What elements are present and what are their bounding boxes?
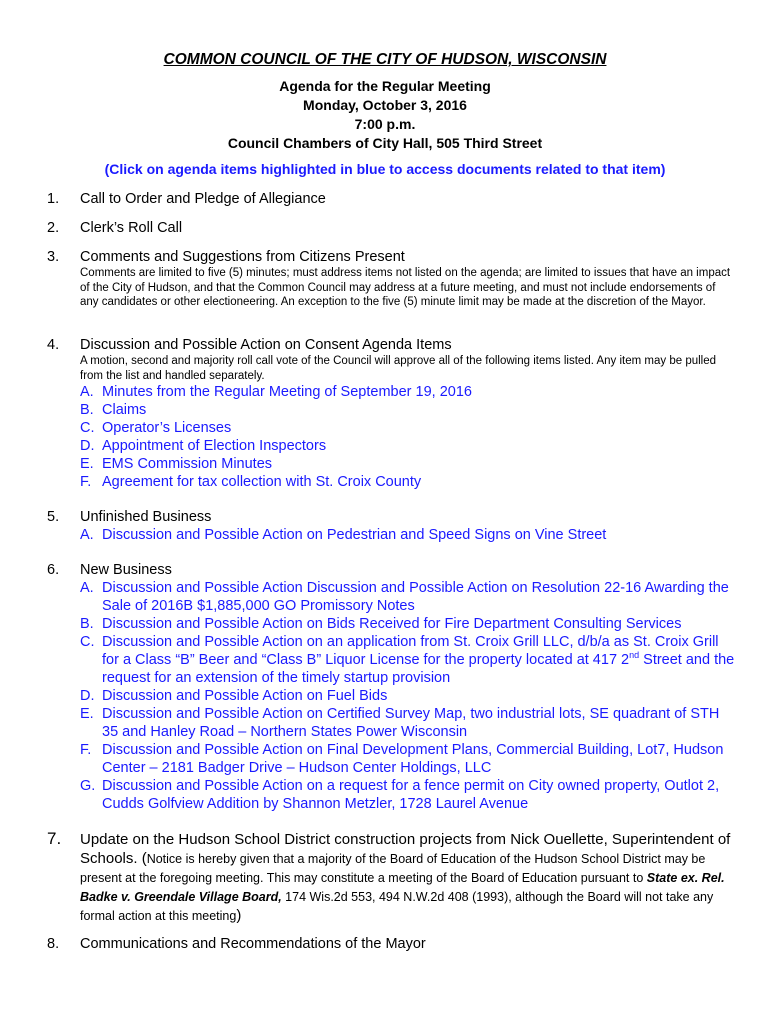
agenda-item-5 [47,508,737,561]
agenda-item-8 [47,935,737,959]
item-number: 6. [47,562,60,578]
new-item-resolution-link[interactable]: A. Discussion and Possible Action Discussion and Possible Action on Resolution 22-16 Awarding the Sale of 2016B $1,885,000 GO Promissory Notes [80,580,729,614]
new-item-survey-map-link[interactable]: E. Discussion and Possible Action on Certified Survey Map, two industrial lots, SE quadrant of STH 35 and Hanley Road – Northern States Power Wisconsin [80,706,720,740]
instructions-note: (Click on agenda items highlighted in blue to access documents related to that item) [104,161,666,177]
new-item-liquor-license-link[interactable]: C. Discussion and Possible Action on an application from St. Croix Grill LLC, d/b/a as St. Croix Grill for a Class “B” Beer and “Class B” Liquor License for the property located at 417 2nd Street and the request for an extension of the timely startup provision [80,634,735,686]
meeting-time: 7:00 p.m. [354,116,416,132]
consent-item-minutes-link[interactable]: A. Minutes from the Regular Meeting of September 19, 2016 [80,384,472,401]
agenda-item-6 [47,561,737,830]
consent-item-election-inspectors-link[interactable]: D. Appointment of Election Inspectors [80,438,327,455]
new-item-fence-permit-link[interactable]: G. Discussion and Possible Action on a request for a fence permit on City owned property, Outlot 2, Cudds Golfview Addition by Shannon Metzler, 1728 Laurel Avenue [80,778,720,812]
item-number: 1. [47,191,60,207]
item-number: 7. [47,829,62,848]
item-number: 5. [47,509,60,525]
item-title: Comments and Suggestions from Citizens Present [80,249,405,265]
unfinished-item-vine-street-link[interactable]: A. Discussion and Possible Action on Pedestrian and Speed Signs on Vine Street [80,527,607,543]
item-number: 4. [47,337,60,353]
item-title: Update on the Hudson School District construction projects from Nick Ouellette, Superintendent of Schools. (Notice is hereby given that a majority of the Board of Education of the Hudson School District may be present at the foregoing meeting. This may constitute a meeting of the Board of Education pursuant to State ex. Rel. Badke v. Greendale Village Board, 174 Wis.2d 553, 494 N.W.2d 408 (1993), although the Board will not take any formal action at this meeting) [80,831,731,924]
new-business-list [80,579,737,813]
item-number: 3. [47,249,60,265]
agenda-item-1 [47,190,737,219]
item-title: Discussion and Possible Action on Consent Agenda Items [80,337,452,353]
consent-item-tax-agreement-link[interactable]: F. Agreement for tax collection with St. Croix County [80,474,422,491]
new-item-development-plans-link[interactable]: F. Discussion and Possible Action on Final Development Plans, Commercial Building, Lot7, Hudson Center – 2181 Badger Drive – Hudson Center Holdings, LLC [80,742,724,776]
meeting-location: Council Chambers of City Hall, 505 Third Street [227,135,543,151]
council-title: COMMON COUNCIL OF THE CITY OF HUDSON, WISCONSIN [163,51,607,68]
meeting-date: Monday, October 3, 2016 [303,97,467,113]
item-description: A motion, second and majority roll call vote of the Council will approve all of the following items listed. Any item may be pulled from the list and handled separately. [80,355,717,382]
consent-item-claims-link[interactable]: B. Claims [80,402,147,419]
unfinished-items-list [80,526,737,544]
agenda-item-4 [47,336,737,508]
agenda-item-2 [47,219,737,248]
meeting-type: Agenda for the Regular Meeting [279,78,491,94]
item-title: Communications and Recommendations of the Mayor [80,936,426,952]
agenda-list [47,190,737,959]
agenda-item-7 [47,830,737,935]
item-description: Comments are limited to five (5) minutes; must address items not listed on the agenda; are limited to issues that have an impact of the City of Hudson, and that the Common Council may address at a future meeting, and must not include endorsements of any candidates or other electioneering. An exception to the five (5) minute limit may be made at the discretion of the Mayor. [80,267,731,309]
new-item-fire-consulting-link[interactable]: B. Discussion and Possible Action on Bids Received for Fire Department Consulting Services [80,616,682,632]
item-title: Unfinished Business [80,509,212,525]
case-citation: State ex. Rel. Badke v. Greendale Village Board, [80,871,725,904]
board-notice: Notice is hereby given that a majority of the Board of Education of the Hudson School District may be present at the foregoing meeting. This may constitute a meeting of the Board of Education pursuant to State ex. Rel. Badke v. Greendale Village Board, 174 Wis.2d 553, 494 N.W.2d 408 (1993), although the Board will not take any formal action at this meeting [80,852,725,923]
consent-item-operators-licenses-link[interactable]: C. Operator’s Licenses [80,420,232,437]
item-number: 8. [47,936,60,952]
new-item-fuel-bids-link[interactable]: D. Discussion and Possible Action on Fuel Bids [80,688,388,704]
item-title: Call to Order and Pledge of Allegiance [80,191,326,207]
item-title: Clerk’s Roll Call [80,220,183,236]
agenda-header [0,50,770,179]
item-title: New Business [80,562,172,578]
consent-items-list [80,383,737,491]
agenda-item-3 [47,248,737,336]
consent-item-ems-minutes-link[interactable]: E. EMS Commission Minutes [80,456,273,473]
item-number: 2. [47,220,60,236]
